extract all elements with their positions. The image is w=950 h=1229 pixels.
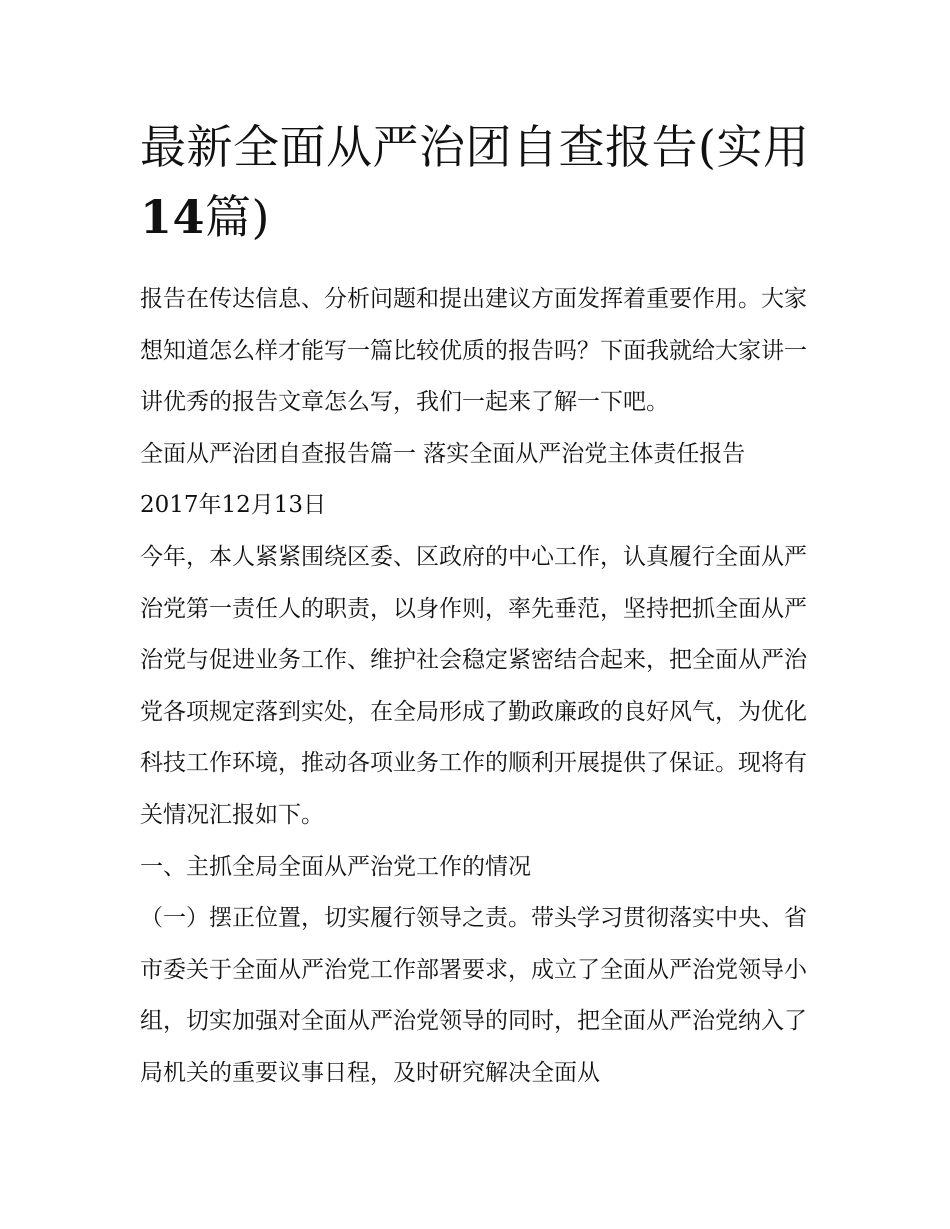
title-suffix: 篇) [205,190,270,244]
body-paragraph: 今年，本人紧紧围绕区委、区政府的中心工作，认真履行全面从严治党第一责任人的职责，以身作则，率先垂范，坚持把抓全面从严治党与促进业务工作、维护社会稳定紧密结合起来，把全面从严治党各项规定落到实处，在全局形成了勤政廉政的良好风气，为优化科技工作环境，推动各项业务工作的顺利开展提供了保证。现将有关情况汇报如下。 [140,543,807,828]
document-body [140,274,812,1100]
document-content [140,112,812,1100]
section-heading: 全面从严治团自查报告篇一 落实全面从严治党主体责任报告 [140,440,746,467]
subsection-heading: 一、主抓全局全面从严治党工作的情况 [140,853,531,880]
title-number: 14 [140,190,206,244]
title-text: 最新全面从严治团自查报告(实用 [140,120,810,174]
document-title [140,112,812,252]
intro-paragraph: 报告在传达信息、分析问题和提出建议方面发挥着重要作用。大家想知道怎么样才能写一篇比较优质的报告吗？下面我就给大家讲一讲优秀的报告文章怎么写，我们一起来了解一下吧。 [140,286,807,416]
report-date: 2017年12月13日 [140,492,327,519]
body-paragraph: （一）摆正位置，切实履行领导之责。带头学习贯彻落实中央、省市委关于全面从严治党工作部署要求，成立了全面从严治党领导小组，切实加强对全面从严治党领导的同时，把全面从严治党纳入了局机关的重要议事日程，及时研究解决全面从 [140,905,807,1086]
